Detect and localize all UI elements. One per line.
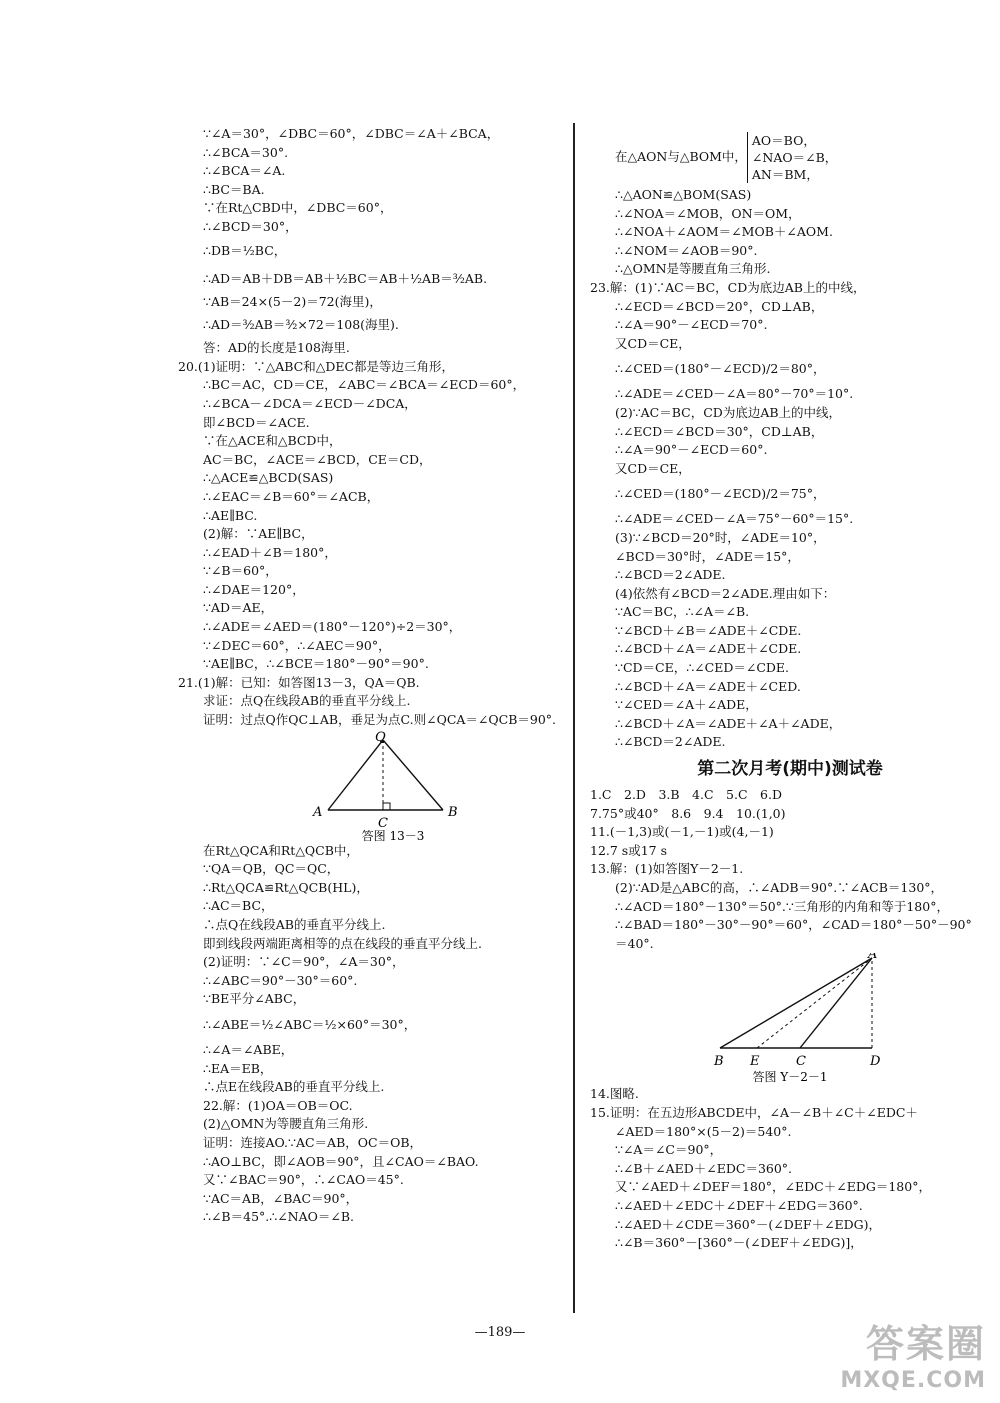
text-line: ∴∠BCD＝2∠ADE. — [615, 567, 726, 583]
obtuse-triangle-figure — [590, 953, 990, 1085]
text-line: ∵AE∥BC，∴∠BCE＝180°－90°＝90°. — [203, 656, 429, 672]
text-line: (2)证明：∵∠C＝90°，∠A＝30°， — [203, 954, 405, 970]
text-line: ∴∠BCA＝30°. — [203, 144, 289, 160]
text-line: ∴∠NOA＝∠MOB，ON＝OM， — [615, 205, 801, 221]
text-line: ∴∠ABE＝½∠ABC＝½×60°＝30°， — [203, 1016, 417, 1032]
left-column — [178, 125, 563, 1227]
text-line: ∴∠DAE＝120°， — [203, 581, 305, 597]
text-line: 即∠BCD＝∠ACE. — [203, 414, 310, 430]
text-line: ∴AE∥BC. — [203, 507, 258, 523]
text-line: ∴∠NOA＋∠AOM＝∠MOB＋∠AOM. — [615, 224, 833, 240]
label-c: C — [796, 1054, 806, 1070]
text-line: AC＝BC，∠ACE＝∠BCD，CE＝CD， — [203, 451, 432, 467]
figure-caption: 答图 Y－2－1 — [752, 1070, 828, 1085]
page-number: —189— — [474, 1325, 526, 1340]
text-line: 在Rt△QCA和Rt△QCB中， — [203, 842, 359, 858]
text-line: ∵AC＝AB，∠BAC＝90°， — [203, 1190, 359, 1206]
label-q: Q — [375, 729, 386, 745]
text-line: ∵在Rt△CBD中，∠DBC＝60°， — [203, 200, 393, 216]
system-row: AO＝BO， — [751, 133, 816, 148]
text-line: ∴∠AED＋∠CDE＝360°－(∠DEF＋∠EDG)， — [615, 1216, 882, 1232]
text-line: ∵∠CED＝∠A＋∠ADE， — [615, 697, 758, 713]
text-line: 13.解：(1)如答图Y－2－1. — [590, 861, 744, 877]
text-line: ∵QA＝QB，QC＝QC， — [203, 861, 340, 877]
label-e: E — [750, 1054, 760, 1070]
text-line: ∴△OMN是等腰直角三角形. — [615, 261, 771, 277]
system-prefix: 在△AON与△BOM中， — [615, 149, 747, 164]
watermark-logo: 答案圈 — [865, 1322, 986, 1366]
text-line: 又CD＝CE， — [615, 335, 691, 351]
watermark-url: MXQE.COM — [840, 1368, 986, 1393]
section-title: 第二次月考(期中)测试卷 — [697, 759, 883, 780]
text-line: ∴∠ECD＝∠BCD＝20°，CD⊥AB， — [615, 298, 824, 314]
text-line: (2)∵AC＝BC，CD为底边AB上的中线， — [615, 404, 842, 420]
text-line: ∴AC＝BC， — [203, 898, 274, 914]
text-line: 20.(1)证明：∵△ABC和△DEC都是等边三角形， — [178, 358, 455, 374]
system-line — [590, 128, 990, 186]
text-line: ∴BC＝BA. — [203, 181, 265, 197]
system-row: ∠NAO＝∠B， — [751, 150, 838, 165]
text-line: ∵AB＝24×(5－2)＝72(海里)， — [203, 293, 382, 309]
text-line: ∴∠ADE＝∠CED－∠A＝75°－60°＝15°. — [615, 511, 854, 527]
text-line: 又∵∠AED＋∠DEF＝180°，∠EDC＋∠EDG＝180°， — [615, 1179, 931, 1195]
text-line: 22.解：(1)OA＝OB＝OC. — [203, 1097, 353, 1113]
label-c: C — [378, 815, 388, 831]
text-line: ∴∠ADE＝∠CED－∠A＝80°－70°＝10°. — [615, 386, 854, 402]
figure-13-3 — [178, 730, 563, 842]
text-line: ∴△AON≌△BOM(SAS) — [615, 187, 752, 202]
text-line: ∴△ACE≌△BCD(SAS) — [203, 470, 334, 486]
text-line: 15.证明：在五边形ABCDE中，∠A－∠B＋∠C＋∠EDC＋ — [590, 1104, 918, 1120]
text-line: 11.(－1,3)或(－1,－1)或(4,－1) — [590, 824, 774, 840]
text-line: ∵BE平分∠ABC， — [203, 991, 306, 1007]
triangle-figure — [178, 730, 563, 842]
text-line: ∴∠BCD＋∠A＝∠ADE＋∠CDE. — [615, 641, 802, 657]
text-line: ∴∠B＝360°－[360°－(∠DEF＋∠EDG)]， — [615, 1235, 863, 1251]
text-line: ∵CD＝CE，∴∠CED＝∠CDE. — [615, 660, 790, 676]
text-line: ∵AC＝BC，∴∠A＝∠B. — [615, 604, 750, 620]
figure-y-2-1 — [590, 953, 990, 1085]
text-line: 14.图略. — [590, 1086, 639, 1102]
label-b: B — [714, 1054, 724, 1070]
watermark — [840, 1313, 986, 1393]
text-line: (2)△OMN为等腰直角三角形. — [203, 1116, 369, 1132]
text-line: ∴BC＝AC，CD＝CE，∠ABC＝∠BCA＝∠ECD＝60°， — [203, 377, 526, 393]
text-line: 证明：连接AO.∵AC＝AB，OC＝OB， — [203, 1134, 423, 1150]
text-line: ∴∠ABC＝90°－30°＝60°. — [203, 972, 358, 988]
right-block-2 — [590, 786, 990, 953]
label-d: D — [870, 1054, 881, 1070]
text-line: ∴∠A＝90°－∠ECD＝60°. — [615, 442, 768, 458]
text-line: ∴∠NOM＝∠AOB＝90°. — [615, 242, 758, 258]
text-line: ∴∠A＝∠ABE， — [203, 1041, 294, 1057]
text-line: (4)依然有∠BCD＝2∠ADE.理由如下： — [615, 585, 836, 601]
text-line: 求证：点Q在线段AB的垂直平分线上. — [203, 693, 411, 709]
text-line: ∴∠CED＝(180°－∠ECD)/2＝75°， — [615, 486, 826, 502]
text-line: ∴∠BAD＝180°－30°－90°＝60°，∠CAD＝180°－50°－90° — [615, 917, 972, 933]
text-line: ∴∠BCD＋∠A＝∠ADE＋∠CED. — [615, 678, 801, 694]
text-line: 23.解：(1)∵AC＝BC，CD为底边AB上的中线， — [590, 279, 866, 295]
text-line: ∴∠BCA－∠DCA＝∠ECD－∠DCA， — [203, 395, 417, 411]
text-line: ∴∠CED＝(180°－∠ECD)/2＝80°， — [615, 361, 826, 377]
text-line: ∵∠A＝∠C＝90°， — [615, 1142, 723, 1158]
text-line: (2)∵AD是△ABC的高，∴∠ADB＝90°.∵∠ACB＝130°， — [615, 880, 944, 895]
label-a: A — [868, 953, 878, 963]
text-line: (2)解：∵AE∥BC， — [203, 526, 314, 542]
label-a: A — [313, 804, 323, 820]
text-line: (3)∵∠BCD＝20°时，∠ADE＝10°， — [615, 529, 826, 545]
text-line: ∴∠EAC＝∠B＝60°＝∠ACB， — [203, 488, 380, 504]
text-line: 1.C 2.D 3.B 4.C 5.C 6.D — [590, 787, 782, 803]
text-line: 7.75°或40° 8.6 9.4 10.(1,0) — [590, 805, 786, 821]
text-line: ∴∠BCD＝2∠ADE. — [615, 734, 726, 750]
left-block-2 — [178, 842, 563, 1227]
text-line: ∴∠B＝45°.∴∠NAO＝∠B. — [203, 1209, 355, 1225]
label-b: B — [448, 804, 458, 820]
figure-caption: 答图 13－3 — [361, 828, 425, 842]
text-line: ∴∠A＝90°－∠ECD＝70°. — [615, 317, 768, 333]
text-line: ∵∠A＝30°，∠DBC＝60°，∠DBC＝∠A＋∠BCA， — [203, 126, 500, 141]
text-line: 21.(1)解：已知：如答图13－3，QA＝QB. — [178, 674, 420, 690]
column-divider — [573, 123, 575, 1313]
text-line: 答：AD的长度是108海里. — [203, 340, 350, 356]
text-line: 又∵∠BAC＝90°，∴∠CAO＝45°. — [203, 1172, 404, 1188]
right-column — [590, 128, 990, 1253]
text-line: ∴DB＝½BC， — [203, 242, 287, 258]
text-line: 即到线段两端距离相等的点在线段的垂直平分线上. — [203, 935, 482, 951]
text-line: ∴∠B＋∠AED＋∠EDC＝360°. — [615, 1160, 793, 1176]
text-line: ∴点Q在线段AB的垂直平分线上. — [203, 917, 386, 932]
text-line: ∵在△ACE和△BCD中， — [203, 433, 342, 449]
text-line: ∵∠DEC＝60°，∴∠AEC＝90°， — [203, 637, 391, 653]
left-block-1 — [178, 125, 563, 730]
text-line: ∠BCD＝30°时，∠ADE＝15°， — [615, 548, 800, 564]
text-line: ∴∠ECD＝∠BCD＝30°，CD⊥AB， — [615, 423, 824, 439]
right-block-1 — [590, 186, 990, 752]
text-line: ∴∠BCD＝30°， — [203, 218, 298, 234]
text-line: ∴EA＝EB， — [203, 1060, 273, 1076]
text-line: ＝40°. — [615, 935, 654, 951]
text-line: ∵∠B＝60°， — [203, 563, 278, 579]
text-line: ∴∠ADE＝∠AED＝(180°－120°)÷2＝30°， — [203, 619, 462, 635]
text-line: ∴AD＝AB＋DB＝AB＋½BC＝AB＋½AB＝³⁄₂AB. — [203, 270, 488, 286]
text-line: ∴∠BCA＝∠A. — [203, 163, 286, 179]
system-row: AN＝BM， — [751, 167, 819, 182]
text-line: ∴∠EAD＋∠B＝180°， — [203, 544, 337, 560]
text-line: ∴∠BCD＋∠A＝∠ADE＋∠A＋∠ADE， — [615, 715, 842, 731]
text-line: ∴AO⊥BC，即∠AOB＝90°，且∠CAO＝∠BAO. — [203, 1153, 479, 1169]
text-line: ∴Rt△QCA≌Rt△QCB(HL)， — [203, 879, 369, 895]
text-line: ∴∠AED＋∠EDC＋∠DEF＋∠EDG＝360°. — [615, 1197, 863, 1213]
text-line: ∴AD＝³⁄₂AB＝³⁄₂×72＝108(海里). — [203, 317, 399, 333]
text-line: 证明：过点Q作QC⊥AB，垂足为点C.则∠QCA＝∠QCB＝90°. — [203, 712, 557, 728]
text-line: ∵AD＝AE， — [203, 600, 274, 616]
equation-system — [747, 132, 837, 183]
text-line: ∴∠ACD＝180°－130°＝50°.∵三角形的内角和等于180°， — [615, 898, 949, 914]
text-line: ∵∠BCD＋∠B＝∠ADE＋∠CDE. — [615, 622, 802, 638]
right-block-3 — [590, 1085, 990, 1252]
text-line: ∠AED＝180°×(5－2)＝540°. — [615, 1123, 792, 1139]
text-line: 又CD＝CE， — [615, 460, 691, 476]
text-line: 12.7 s或17 s — [590, 842, 668, 858]
text-line: ∴点E在线段AB的垂直平分线上. — [203, 1079, 385, 1095]
